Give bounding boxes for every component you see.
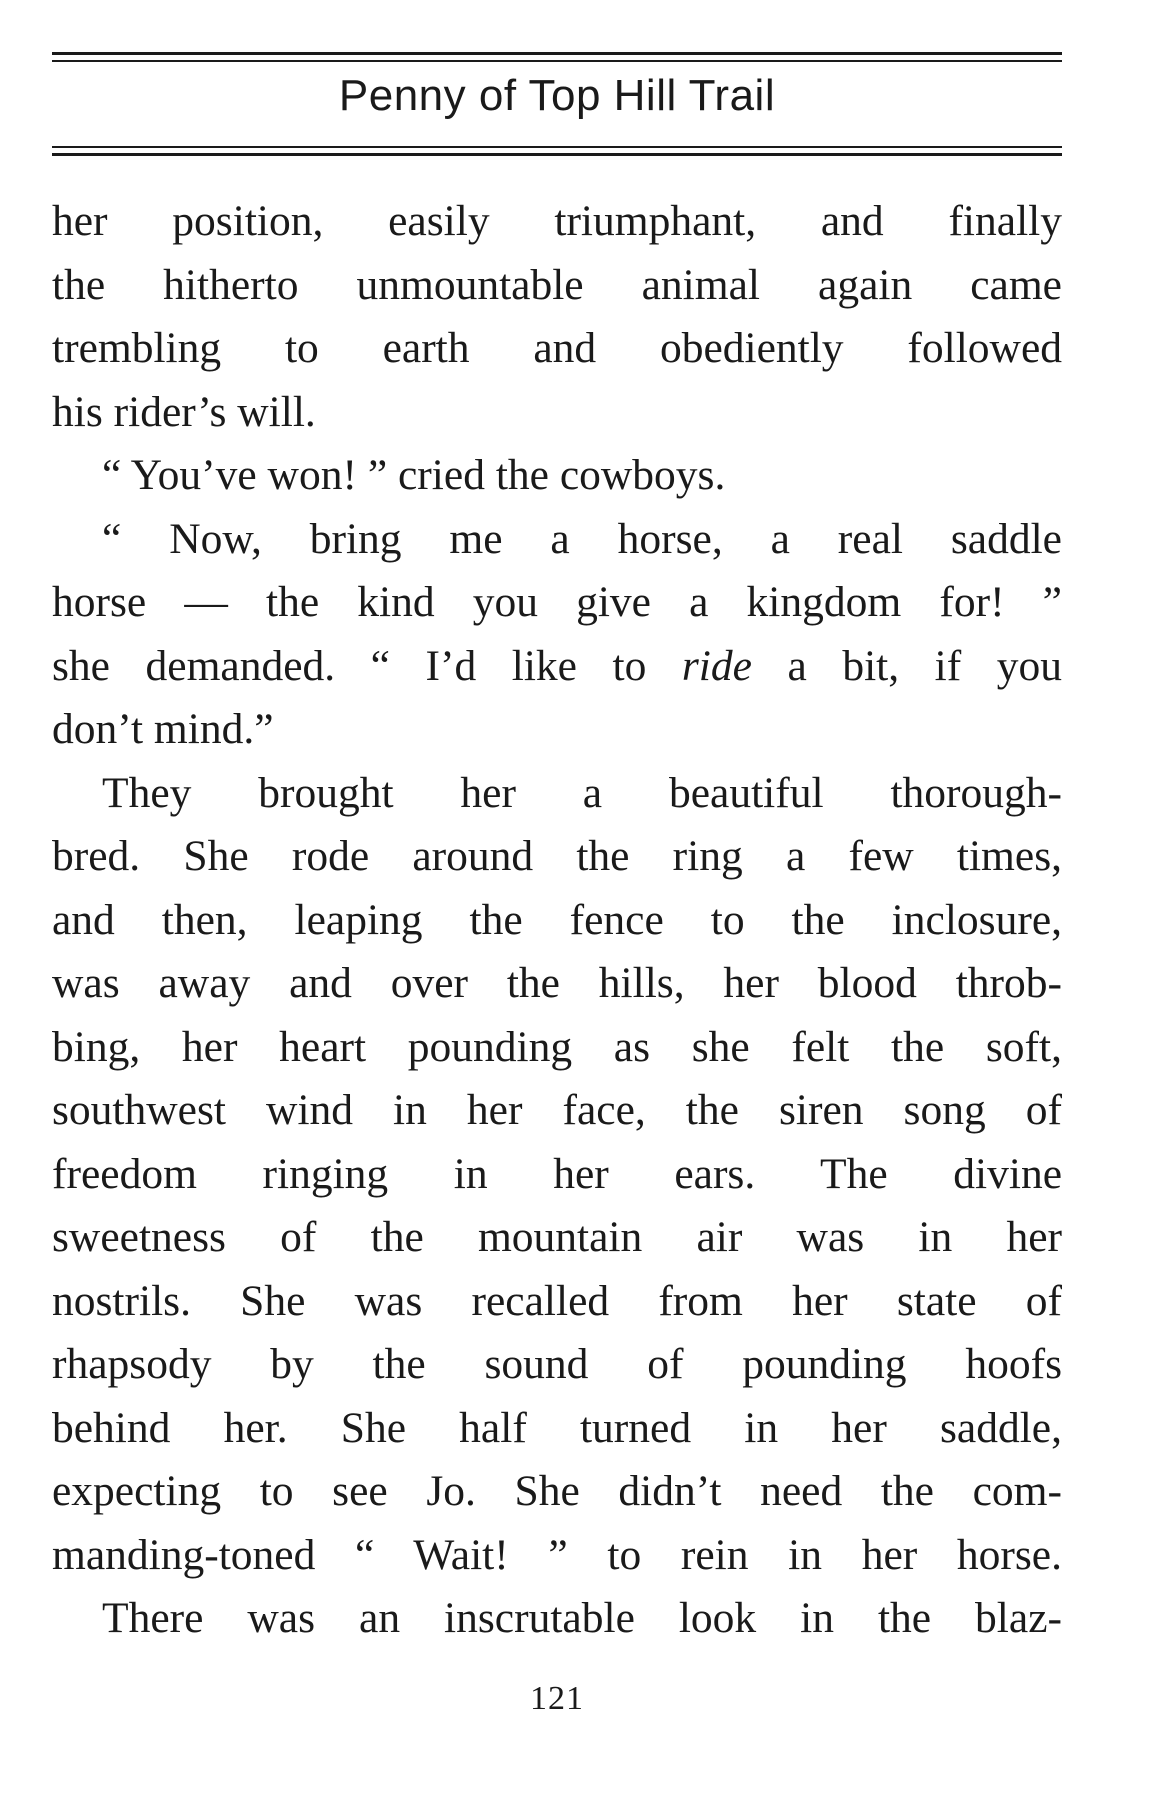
text-line: don’t mind.” [52,705,274,753]
header-rule-bottom [52,146,1062,156]
text-line: was away and over the hills, her blood throb- [52,959,1062,1007]
body-text [52,190,1062,1651]
text-segment: a bit, if you [751,641,1062,690]
text-line: rhapsody by the sound of pounding hoofs [52,1340,1062,1388]
text-line: sweetness of the mountain air was in her [52,1213,1062,1261]
text-line: nostrils. She was recalled from her state of [52,1276,1062,1325]
page-number: 121 [530,1680,584,1717]
text-line: bing, her heart pounding as she felt the soft, [52,1022,1062,1071]
running-title: Penny of Top Hill Trail [338,71,776,120]
text-line: his rider’s will. [52,387,316,436]
text-line-with-italic [52,635,1062,699]
text-line: trembling to earth and obediently followed [52,324,1062,372]
text-line: “ You’ve won! ” cried the cowboys. [102,451,726,499]
text-segment: she demanded. “ I’d like to [52,641,682,690]
text-line: behind her. She half turned in her saddle, [52,1403,1062,1452]
text-line: the hitherto unmountable animal again came [52,260,1062,309]
text-line: expecting to see Jo. She didn’t need the com- [52,1467,1062,1515]
text-line: bred. She rode around the ring a few times, [52,832,1062,880]
italic-word: ride [681,641,752,690]
book-page [52,0,1062,1816]
text-line: southwest wind in her face, the siren song of [52,1086,1062,1134]
text-line: manding-toned “ Wait! ” to rein in her horse. [52,1530,1062,1579]
text-line: and then, leaping the fence to the inclosure, [52,895,1062,944]
text-line: They brought her a beautiful thorough- [102,768,1062,817]
text-line: “ Now, bring me a horse, a real saddle [102,514,1062,563]
text-line: horse — the kind you give a kingdom for! ” [52,578,1062,626]
text-line: her position, easily triumphant, and finally [52,197,1062,245]
text-line: freedom ringing in her ears. The divine [52,1149,1062,1198]
header-rule-top [52,52,1062,62]
text-line: There was an inscrutable look in the blaz- [102,1594,1062,1642]
